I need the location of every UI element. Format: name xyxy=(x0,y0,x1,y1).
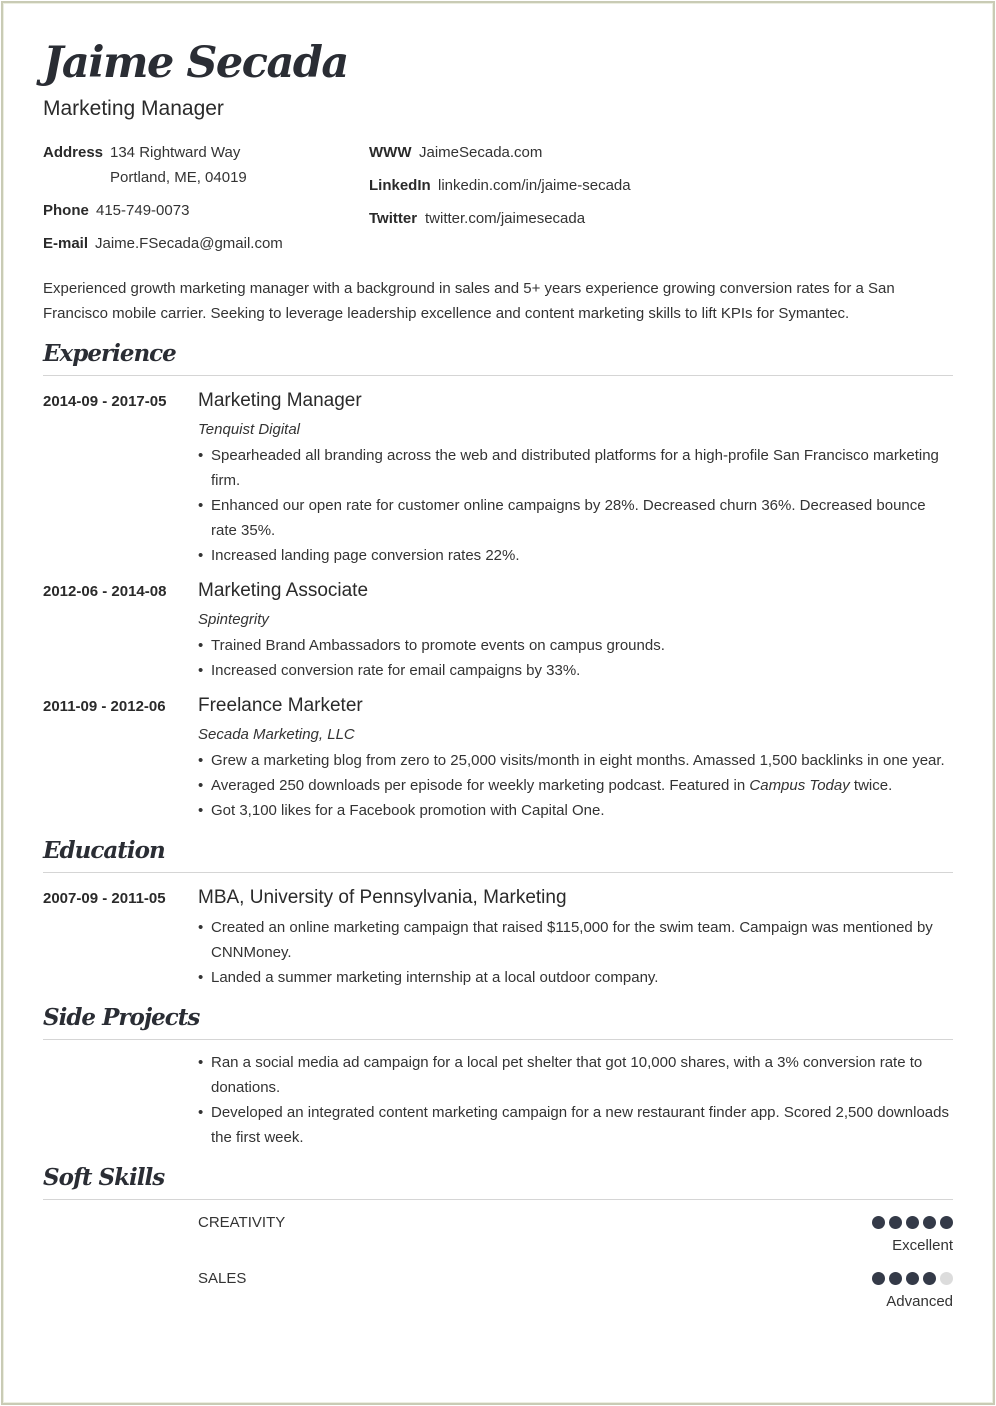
skill-name: CREATIVITY xyxy=(198,1214,286,1231)
list-item: • Increased landing page conversion rates 22%. xyxy=(198,543,953,568)
list-item: • Trained Brand Ambassadors to promote events on campus grounds. xyxy=(198,633,953,658)
rating-dot-filled xyxy=(889,1272,902,1285)
phone-value[interactable]: 415-749-0073 xyxy=(96,202,190,219)
skill-level: Advanced xyxy=(886,1293,953,1310)
skill-name: SALES xyxy=(198,1270,247,1287)
rating-dot-filled xyxy=(906,1216,919,1229)
podcast-text-end: twice. xyxy=(849,777,893,794)
list-item: • Spearheaded all branding across the web and distributed platforms for a high-profile San Francisco marketing firm. xyxy=(198,443,953,493)
job-title: Marketing Associate xyxy=(198,580,369,601)
job-title: Marketing Manager xyxy=(198,390,362,411)
email-label: E-mail xyxy=(43,235,89,252)
job-dates: 2012-06 - 2014-08 xyxy=(43,583,167,600)
rating-dot-empty xyxy=(940,1272,953,1285)
section-divider xyxy=(43,872,953,873)
rating-dot-filled xyxy=(906,1272,919,1285)
section-divider xyxy=(43,1039,953,1040)
job-bullets xyxy=(198,443,953,568)
rating-dot-filled xyxy=(923,1216,936,1229)
job-dates: 2014-09 - 2017-05 xyxy=(43,393,167,410)
contact-email xyxy=(43,231,283,256)
rating-dot-filled xyxy=(923,1272,936,1285)
contact-phone xyxy=(43,198,189,223)
job-dates: 2011-09 - 2012-06 xyxy=(43,698,166,715)
linkedin-value[interactable]: linkedin.com/in/jaime-secada xyxy=(438,177,631,194)
job-company: Secada Marketing, LLC xyxy=(198,726,355,743)
soft-skills-heading: Soft Skills xyxy=(43,1164,165,1191)
email-value[interactable]: Jaime.FSecada@gmail.com xyxy=(95,235,283,252)
rating-dot-filled xyxy=(872,1216,885,1229)
publication-name: Campus Today xyxy=(749,777,850,794)
list-item: • Increased conversion rate for email campaigns by 33%. xyxy=(198,658,953,683)
list-item: • Got 3,100 likes for a Facebook promotion with Capital One. xyxy=(198,798,953,823)
list-item-podcast xyxy=(198,773,953,798)
degree-title: MBA, University of Pennsylvania, Marketing xyxy=(198,887,567,908)
education-heading: Education xyxy=(43,837,165,864)
rating-dot-filled xyxy=(889,1216,902,1229)
contact-address xyxy=(43,140,240,165)
section-divider xyxy=(43,1199,953,1200)
address-line2: Portland, ME, 04019 xyxy=(110,169,247,186)
skill-level: Excellent xyxy=(892,1237,953,1254)
list-item: • Ran a social media ad campaign for a local pet shelter that got 10,000 shares, with a 3% conversion rate to donations. xyxy=(198,1050,953,1100)
list-item: • Created an online marketing campaign that raised $115,000 for the swim team. Campaign was mentioned by CNNMoney. xyxy=(198,915,953,965)
job-bullets xyxy=(198,748,953,823)
job-bullets xyxy=(198,633,953,683)
side-projects-heading: Side Projects xyxy=(43,1004,200,1031)
twitter-value[interactable]: twitter.com/jaimesecada xyxy=(425,210,586,227)
address-label: Address xyxy=(43,144,104,161)
contact-twitter xyxy=(369,206,585,231)
skill-rating xyxy=(872,1216,953,1229)
list-item: • Grew a marketing blog from zero to 25,000 visits/month in eight months. Amassed 1,500 backlinks in one year. xyxy=(198,748,953,773)
education-dates: 2007-09 - 2011-05 xyxy=(43,890,166,907)
address-line1: 134 Rightward Way xyxy=(110,144,241,161)
list-item: • Landed a summer marketing internship at a local outdoor company. xyxy=(198,965,953,990)
contact-www xyxy=(369,140,542,165)
rating-dot-filled xyxy=(940,1216,953,1229)
rating-dot-filled xyxy=(872,1272,885,1285)
candidate-name: Jaime Secada xyxy=(43,38,348,88)
www-value[interactable]: JaimeSecada.com xyxy=(419,144,543,161)
phone-label: Phone xyxy=(43,202,89,219)
experience-heading: Experience xyxy=(43,340,176,367)
job-company: Spintegrity xyxy=(198,611,269,628)
contact-address-line2 xyxy=(110,165,247,190)
section-divider xyxy=(43,375,953,376)
contact-linkedin xyxy=(369,173,631,198)
side-projects-bullets xyxy=(198,1050,953,1150)
podcast-text: Averaged 250 downloads per episode for weekly marketing podcast. Featured in xyxy=(211,777,750,794)
list-item: • Developed an integrated content marketing campaign for a new restaurant finder app. Scored 2,500 downloads the first week. xyxy=(198,1100,953,1150)
job-company: Tenquist Digital xyxy=(198,421,301,438)
candidate-title: Marketing Manager xyxy=(43,97,224,120)
www-label: WWW xyxy=(369,144,412,161)
job-title: Freelance Marketer xyxy=(198,695,363,716)
twitter-label: Twitter xyxy=(369,210,418,227)
skill-rating xyxy=(872,1272,953,1285)
linkedin-label: LinkedIn xyxy=(369,177,431,194)
profile-summary: Experienced growth marketing manager with a background in sales and 5+ years experience growing conversion rates for a San Francisco mobile carrier. Seeking to leverage leadership excellence and content marketing skills to lift KPIs for Symantec. xyxy=(43,280,895,322)
list-item: • Enhanced our open rate for customer online campaigns by 28%. Decreased churn 36%. Decreased bounce rate 35%. xyxy=(198,493,953,543)
education-bullets xyxy=(198,915,953,990)
